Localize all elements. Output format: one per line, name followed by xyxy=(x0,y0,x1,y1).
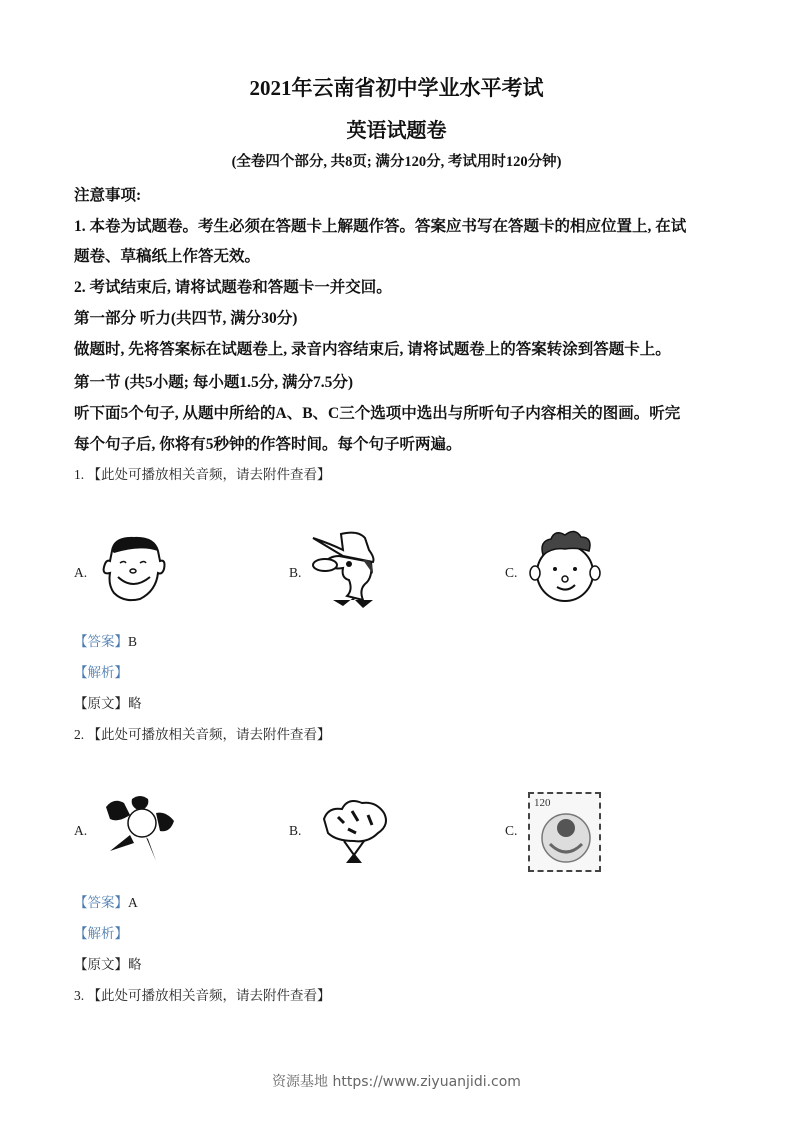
footer-watermark: 资源基地 https://www.ziyuanjidi.com xyxy=(272,1074,521,1090)
q2-original-line xyxy=(74,953,142,973)
q2-answer-label: 【答案】 xyxy=(74,895,128,910)
exam-title: 2021年云南省初中学业水平考试 xyxy=(249,76,544,100)
q2-option-c-stamp-image xyxy=(528,792,601,872)
q2-analysis-label: 【解析】 xyxy=(74,926,128,941)
notice-item-1-cont: 题卷、草稿纸上作答无效。 xyxy=(74,248,261,265)
stamp-value: 120 xyxy=(534,797,551,809)
q1-option-a-smiling-face-image xyxy=(100,533,168,605)
q2-original-value: 略 xyxy=(128,957,142,972)
q1-original-value: 略 xyxy=(128,696,142,711)
section1-heading: 第一节 (共5小题; 每小题1.5分, 满分7.5分) xyxy=(74,374,353,391)
section1-instruction: 听下面5个句子, 从题中所给的A、B、C三个选项中选出与所听句子内容相关的图画。听完 xyxy=(74,405,681,422)
question-2-audio-prompt[interactable]: 2. 【此处可播放相关音频，请去附件查看】 xyxy=(74,727,331,742)
notice-item-1: 1. 本卷为试题卷。考生必须在答题卡上解题作答。答案应书写在答题卡的相应位置上, 在试 xyxy=(74,218,687,235)
q1-option-b-man-with-hat-image xyxy=(303,530,388,610)
q1-answer-label: 【答案】 xyxy=(74,634,128,649)
q2-option-b-flower-bouquet-image xyxy=(318,793,393,868)
exam-info: (全卷四个部分, 共8页; 满分120分, 考试用时120分钟) xyxy=(231,154,562,170)
notice-heading: 注意事项: xyxy=(74,187,142,204)
exam-subtitle: 英语试题卷 xyxy=(346,120,447,142)
part1-instruction: 做题时, 先将答案标在试题卷上, 录音内容结束后, 请将试题卷上的答案转涂到答题卡上。 xyxy=(74,341,671,358)
q1-option-c-curly-hair-face-image xyxy=(525,527,605,607)
q2-answer-line xyxy=(74,891,138,911)
q1-original-line xyxy=(74,692,142,712)
q1-option-a-label: A. xyxy=(74,565,88,580)
section1-instruction-cont: 每个句子后, 你将有5秒钟的作答时间。每个句子听两遍。 xyxy=(74,436,462,453)
q1-option-b-label: B. xyxy=(289,565,302,580)
part1-heading: 第一部分 听力(共四节, 满分30分) xyxy=(74,310,298,327)
q1-answer-line xyxy=(74,630,137,650)
notice-item-2: 2. 考试结束后, 请将试题卷和答题卡一并交回。 xyxy=(74,279,392,296)
question-1-audio-prompt[interactable]: 1. 【此处可播放相关音频，请去附件查看】 xyxy=(74,467,331,482)
q1-option-c-label: C. xyxy=(505,565,518,580)
question-3-audio-prompt[interactable]: 3. 【此处可播放相关音频，请去附件查看】 xyxy=(74,988,331,1003)
q2-option-c-label: C. xyxy=(505,823,518,838)
q2-original-label: 【原文】 xyxy=(74,957,128,972)
q1-analysis-label: 【解析】 xyxy=(74,665,128,680)
q2-option-b-label: B. xyxy=(289,823,302,838)
q2-answer-value: A xyxy=(128,895,138,910)
stamp-ox-icon xyxy=(538,810,594,866)
q2-option-a-label: A. xyxy=(74,823,88,838)
q1-answer-value: B xyxy=(128,634,138,649)
q1-original-label: 【原文】 xyxy=(74,696,128,711)
q2-option-a-swallow-kite-image xyxy=(100,793,180,863)
